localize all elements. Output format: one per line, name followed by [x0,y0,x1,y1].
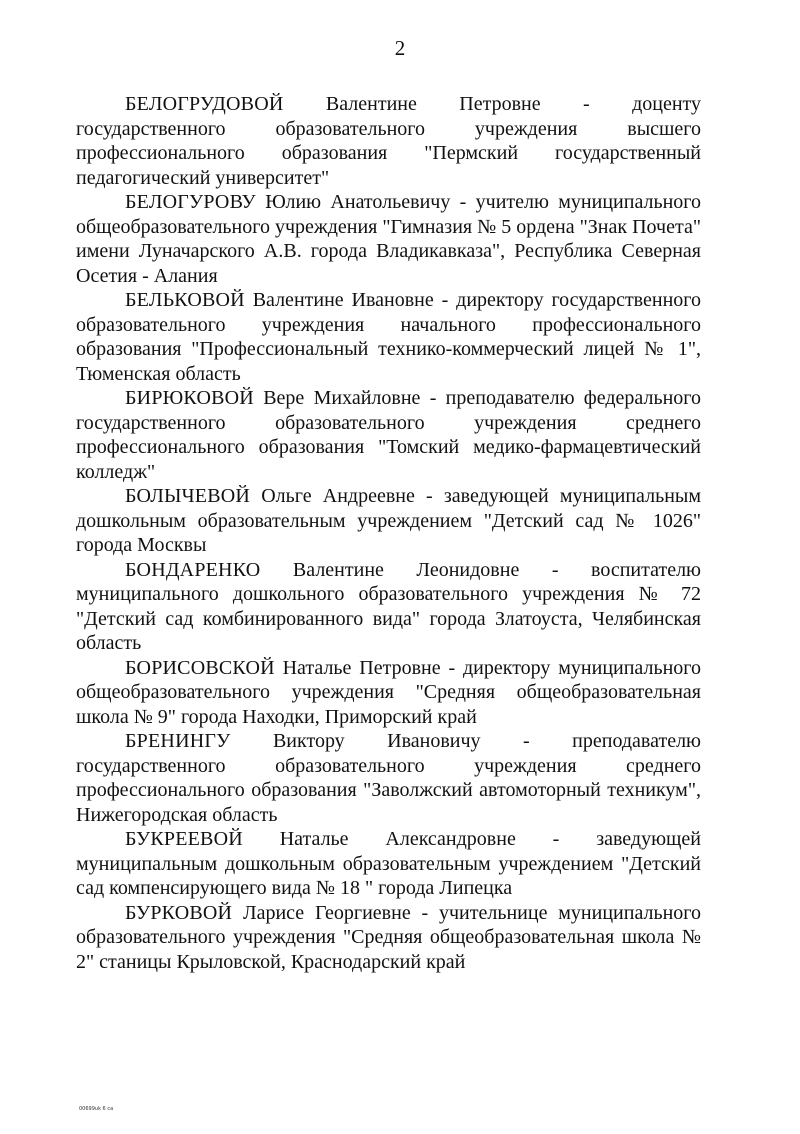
entry-text: Ларисе Георгиевне - учительнице муниципального образовательного учреждения "Средняя общеобразовательная школа № 2" станицы Крыловской, Краснодарский край [76,901,702,973]
footer-document-code: 00699uk 6 ca [79,1106,114,1112]
entry-text: Наталье Петровне - директору муниципального общеобразовательного учреждения "Средняя общеобразовательная школа № 9" города Находки, Приморский край [76,656,701,728]
entry-text: Валентине Леонидовне - воспитателю муниципального дошкольного образовательного учреждения № 72 "Детский сад комбинированного вида" города Златоуста, Челябинская область [76,558,701,654]
list-entry [76,386,701,484]
entry-surname: БЕЛОГРУДОВОЙ [125,93,284,115]
entry-surname: БРЕНИНГУ [125,730,231,752]
list-entry [76,827,701,901]
list-entry [76,729,701,827]
entry-surname: БУКРЕЕВОЙ [125,828,243,850]
entry-text: Ольге Андреевне - заведующей муниципальным дошкольным образовательным учреждением "Детский сад № 1026" города Москвы [76,485,702,556]
list-entry [76,656,701,730]
list-entry [76,901,701,975]
entry-text: Юлию Анатольевичу - учителю муниципального общеобразовательного учреждения "Гимназия № 5 ордена "Знак Почета" имени Луначарского А.В. города Владикавказа", Республика Северная Осетия - Алания [76,191,702,287]
entry-surname: БОРИСОВСКОЙ [125,656,275,679]
entry-surname: БИРЮКОВОЙ [125,387,254,409]
entry-surname: БОЛЫЧЕВОЙ [125,485,251,507]
list-entry [76,558,701,656]
list-entry [76,92,701,190]
entry-text: Валентине Петровне - доценту государственного образовательного учреждения высшего профессионального образования "Пермский государственный педагогический университет" [76,93,701,189]
entry-surname: БУРКОВОЙ [125,901,233,924]
entry-text: Валентине Ивановне - директору государственного образовательного учреждения начального профессионального образования "Профессиональный технико-коммерческий лицей № 1", Тюменская область [76,289,702,385]
entry-surname: БЕЛОГУРОВУ [125,191,256,213]
page-number: 2 [394,36,406,60]
list-entry [76,190,701,288]
entry-text: Вере Михайловне - преподавателю федерального государственного образовательного учреждения среднего профессионального образования "Томский медико-фармацевтический колледж" [76,387,701,483]
award-list [76,92,701,974]
entry-surname: БОНДАРЕНКО [125,558,261,581]
entry-text: Виктору Ивановичу - преподавателю государственного образовательного учреждения среднего профессионального образования "Заволжский автомоторный техникум", Нижегородская область [76,730,702,826]
list-entry [76,288,701,386]
entry-text: Наталье Александровне - заведующей муниципальным дошкольным образовательным учреждением "Детский сад компенсирующего вида № 18 " города Липецка [76,828,702,899]
entry-surname: БЕЛЬКОВОЙ [125,289,245,311]
list-entry [76,484,701,558]
